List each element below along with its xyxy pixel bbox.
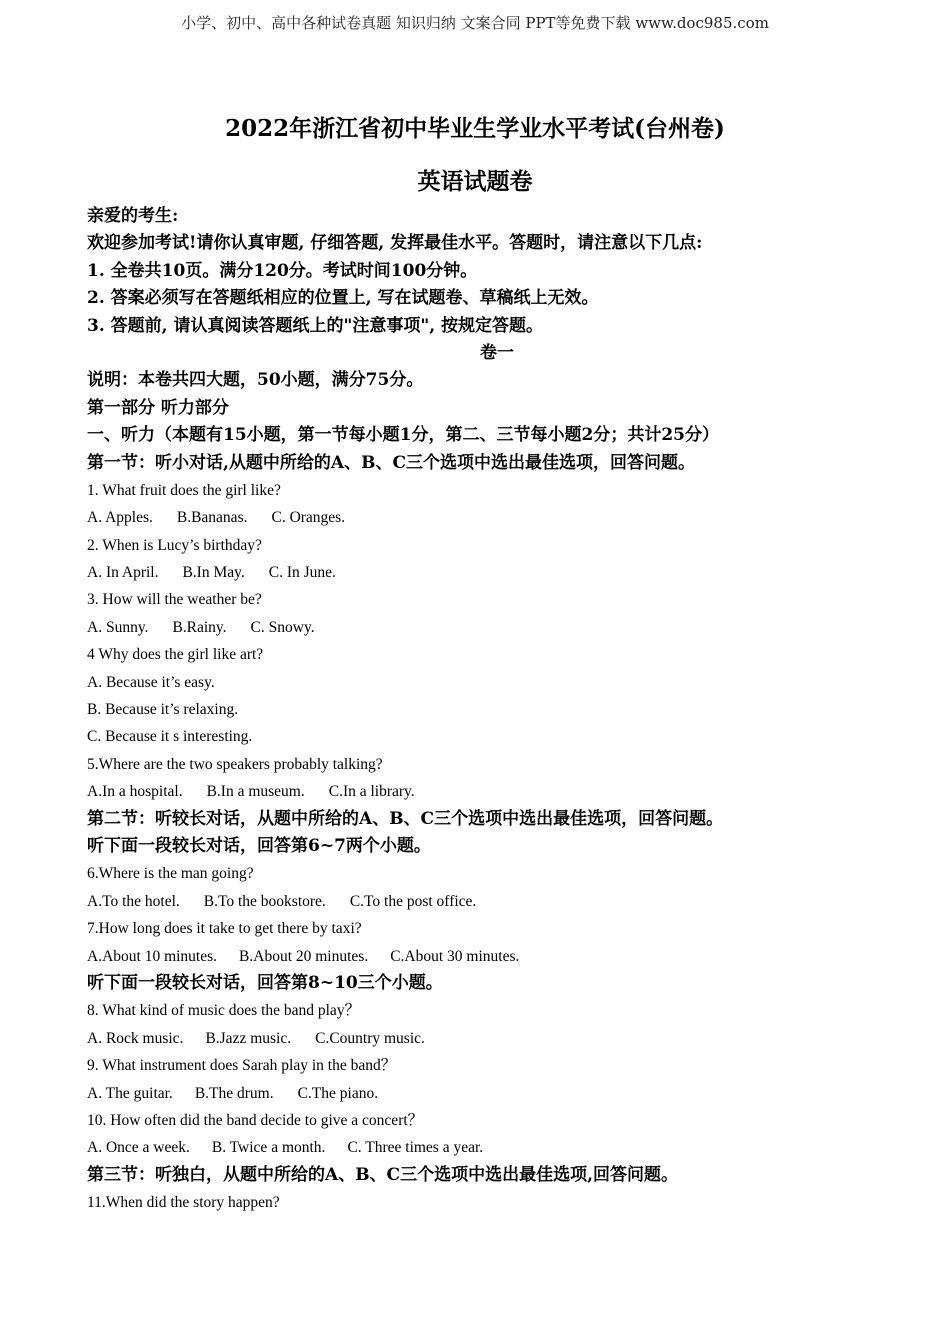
option-c: C.To the post office. [349,892,477,910]
option-c: C. In June. [268,564,336,582]
option-c: C.About 30 minutes. [390,947,520,965]
question-5: 5.Where are the two speakers probably talking? [87,755,383,773]
note: 说明：本卷共四大题，50小题，满分75分。 [87,370,424,391]
option-b: B. Twice a month. [211,1139,326,1157]
section-1-instructions: 第一节：听小对话,从题中所给的A、B、C三个选项中选出最佳选项，回答问题。 [87,452,696,473]
question-5-options [87,778,907,805]
option-c: C.In a library. [328,783,415,801]
option-b: B.In a museum. [206,783,305,801]
question-7-options [87,943,907,970]
paper-label: 卷一 [480,342,514,363]
option-a: A. In April. [87,564,159,582]
page-header: 小学、初中、高中各种试卷真题 知识归纳 文案合同 PPT等免费下载 www.doc985.com [181,14,769,32]
section-heading: 一、听力（本题有15小题，第一节每小题1分，第二、三节每小题2分；共计25分） [87,425,719,446]
exam-title: 2022年浙江省初中毕业生学业水平考试(台州卷) [225,115,725,142]
option-c: C. Oranges. [271,509,346,527]
section-2-sub-1: 听下面一段较长对话，回答第6~7两个小题。 [87,835,431,856]
option-c: C.Country music. [315,1029,425,1047]
option-a: A. Once a week. [87,1139,190,1157]
rule-3: 3. 答题前, 请认真阅读答题纸上的"注意事项", 按规定答题。 [87,315,544,336]
exam-subtitle: 英语试题卷 [417,168,533,195]
option-a: A. Sunny. [87,618,149,636]
rule-2: 2. 答案必须写在答题纸相应的位置上, 写在试题卷、草稿纸上无效。 [87,288,599,309]
option-a: A. The guitar. [87,1084,173,1102]
question-8: 8. What kind of music does the band play？ [87,1002,361,1020]
question-11: 11.When did the story happen? [87,1194,280,1212]
question-6: 6.Where is the man going? [87,865,254,883]
question-9: 9. What instrument does Sarah play in the band？ [87,1057,397,1075]
greeting: 亲爱的考生: [87,206,179,226]
question-7: 7.How long does it take to get there by taxi? [87,920,362,938]
option-c: C.The piano. [297,1084,379,1102]
option-b: B.To the bookstore. [203,892,326,910]
option-b: B.Bananas. [176,509,248,527]
question-4-option-c: C. Because it s interesting. [87,728,253,746]
part-1-heading: 第一部分 听力部分 [87,397,229,418]
question-9-options [87,1080,907,1107]
question-10-options [87,1134,907,1161]
question-3: 3. How will the weather be? [87,591,262,609]
question-6-options [87,888,907,915]
question-2-options [87,559,907,586]
option-a: A.About 10 minutes. [87,947,218,965]
option-b: B.Rainy. [172,618,227,636]
question-1: 1. What fruit does the girl like? [87,481,281,499]
question-4-option-a: A. Because it’s easy. [87,673,215,691]
option-a: A.To the hotel. [87,892,180,910]
exam-content [87,203,907,1216]
rule-1: 1. 全卷共10页。满分120分。考试时间100分钟。 [87,260,478,281]
question-3-options [87,614,907,641]
welcome-text: 欢迎参加考试!请你认真审题, 仔细答题, 发挥最佳水平。答题时，请注意以下几点: [87,233,703,254]
option-c: C. Snowy. [250,618,315,636]
section-2-instructions: 第二节：听较长对话，从题中所给的A、B、C三个选项中选出最佳选项，回答问题。 [87,808,724,829]
option-b: B.About 20 minutes. [239,947,369,965]
option-a: A. Apples. [87,509,153,527]
section-3-instructions: 第三节：听独白，从题中所给的A、B、C三个选项中选出最佳选项,回答问题。 [87,1164,679,1185]
question-4-option-b: B. Because it’s relaxing. [87,701,239,719]
question-1-options [87,504,907,531]
option-c: C. Three times a year. [347,1139,484,1157]
question-10: 10. How often did the band decide to give a concert？ [87,1111,424,1129]
question-2: 2. When is Lucy’s birthday? [87,536,262,554]
section-2-sub-2: 听下面一段较长对话，回答第8~10三个小题。 [87,972,443,993]
option-b: B.The drum. [194,1084,274,1102]
option-b: B.Jazz music. [205,1029,292,1047]
option-a: A.In a hospital. [87,783,183,801]
question-4: 4 Why does the girl like art? [87,646,264,664]
question-8-options [87,1025,907,1052]
option-a: A. Rock music. [87,1029,184,1047]
option-b: B.In May. [182,564,245,582]
